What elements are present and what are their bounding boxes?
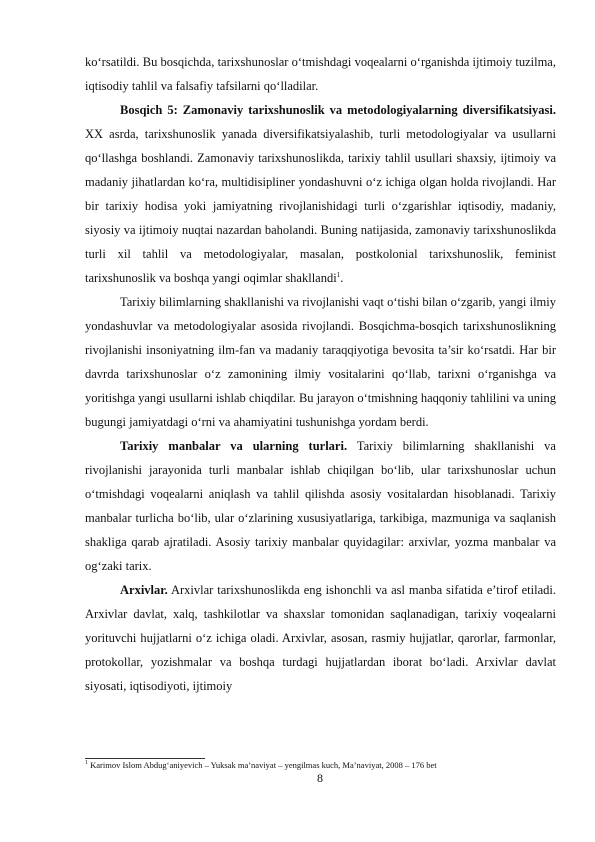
document-body bbox=[85, 50, 556, 698]
paragraph-heading: Tarixiy manbalar va ularning turlari. bbox=[120, 439, 348, 453]
paragraph-stage-5 bbox=[85, 98, 556, 290]
paragraph-text: Tarixiy bilimlarning shakllanishi va rivojlanishi vaqt o‘tishi bilan o‘zgarib, yangi ilmiy yondashuvlar va metodologiyalar asosida rivojlandi. Bosqichma-bosqich tarixshunoslikning rivojlanishi insoniyatning ilm-fan va madaniy taraqqiyotiga bevosita ta’sir ko‘rsatdi. Har bir davrda tarixshunoslar o‘z zamonining ilmiy vositalarini qo‘llab, tarixni o‘rganishga va yoritishga yangi usullarni ishlab chiqdilar. Bu jarayon o‘tmishning haqqoniy tahlilini va uning bugungi jamiyatdagi o‘rni va ahamiyatini tushunishga yordam berdi. bbox=[85, 295, 556, 429]
footnote-text: Karimov Islom Abdug‘aniyevich – Yuksak ma’naviyat – yengilmas kuch, Ma’naviyat, 2008 – 176 bet bbox=[88, 760, 437, 770]
paragraph-archives bbox=[85, 578, 556, 698]
paragraph-sources bbox=[85, 434, 556, 578]
paragraph-tail: . bbox=[340, 271, 344, 285]
paragraph-continuation bbox=[85, 50, 556, 98]
paragraph-text: Arxivlar tarixshunoslikda eng ishonchli va asl manba sifatida e’tirof etiladi. Arxivlar davlat, xalq, tashkilotlar va shaxslar tomonidan saqlanadigan, tarixiy voqealarni yorituvchi hujjatlarni o‘z ichiga oladi. Arxivlar, asosan, rasmiy hujjatlar, qarorlar, farmonlar, protokollar, yozishmalar va boshqa turdagi hujjatlardan iborat bo‘ladi. Arxivlar davlat siyosati, iqtisodiyoti, ijtimoiy bbox=[85, 583, 556, 693]
paragraph-text: XX asrda, tarixshunoslik yanada diversifikatsiyalashib, turli metodologiyalar va usullarni qo‘llashga boshlandi. Zamonaviy tarixshunoslikda, tarixiy tahlil usullari shaxsiy, ijtimoiy va madaniy jihatlardan ko‘ra, multidisipliner yondashuvni o‘z ichiga olgan holda rivojlandi. Har bir tarixiy hodisa yoki jamiyatning rivojlanishidagi turli o‘zgarishlar iqtisodiy, madaniy, siyosiy va ijtimoiy nuqtai nazardan baholandi. Buning natijasida, zamonaviy tarixshunoslikda turli xil tahlil va metodologiyalar, masalan, postkolonial tarixshunoslik, feminist tarixshunoslik va boshqa yangi oqimlar shakllandi bbox=[85, 127, 556, 285]
footnote bbox=[85, 760, 556, 771]
footnote-number: 1 bbox=[85, 760, 88, 767]
footnote-reference[interactable]: 1 bbox=[336, 270, 341, 279]
page-number: 8 bbox=[317, 771, 323, 785]
paragraph-heading: Arxivlar. bbox=[120, 583, 168, 597]
footnote-divider bbox=[85, 758, 205, 759]
paragraph-text: Tarixiy bilimlarning shakllanishi va rivojlanishi jarayonida turli manbalar ishlab chiqilgan bo‘lib, ular tarixshunoslar uchun o‘tmishdagi voqealarni aniqlash va tahlil qilishda asosiy vositalardan hisoblanadi. Tarixiy manbalar turlicha bo‘lib, ular o‘zlarining xususiyatlariga, tarkibiga, mazmuniga va saqlanish shakliga qarab ajratiladi. Asosiy tarixiy manbalar quyidagilar: arxivlar, yozma manbalar va og‘zaki tarix. bbox=[85, 439, 556, 573]
paragraph-heading: Bosqich 5: Zamonaviy tarixshunoslik va metodologiyalarning diversifikatsiyasi. bbox=[120, 103, 556, 117]
paragraph-text: ko‘rsatildi. Bu bosqichda, tarixshunoslar o‘tmishdagi voqealarni o‘rganishda ijtimoiy tuzilma, iqtisodiy tahlil va falsafiy tafsilarni qo‘lladilar. bbox=[85, 55, 556, 93]
paragraph-knowledge bbox=[85, 290, 556, 434]
